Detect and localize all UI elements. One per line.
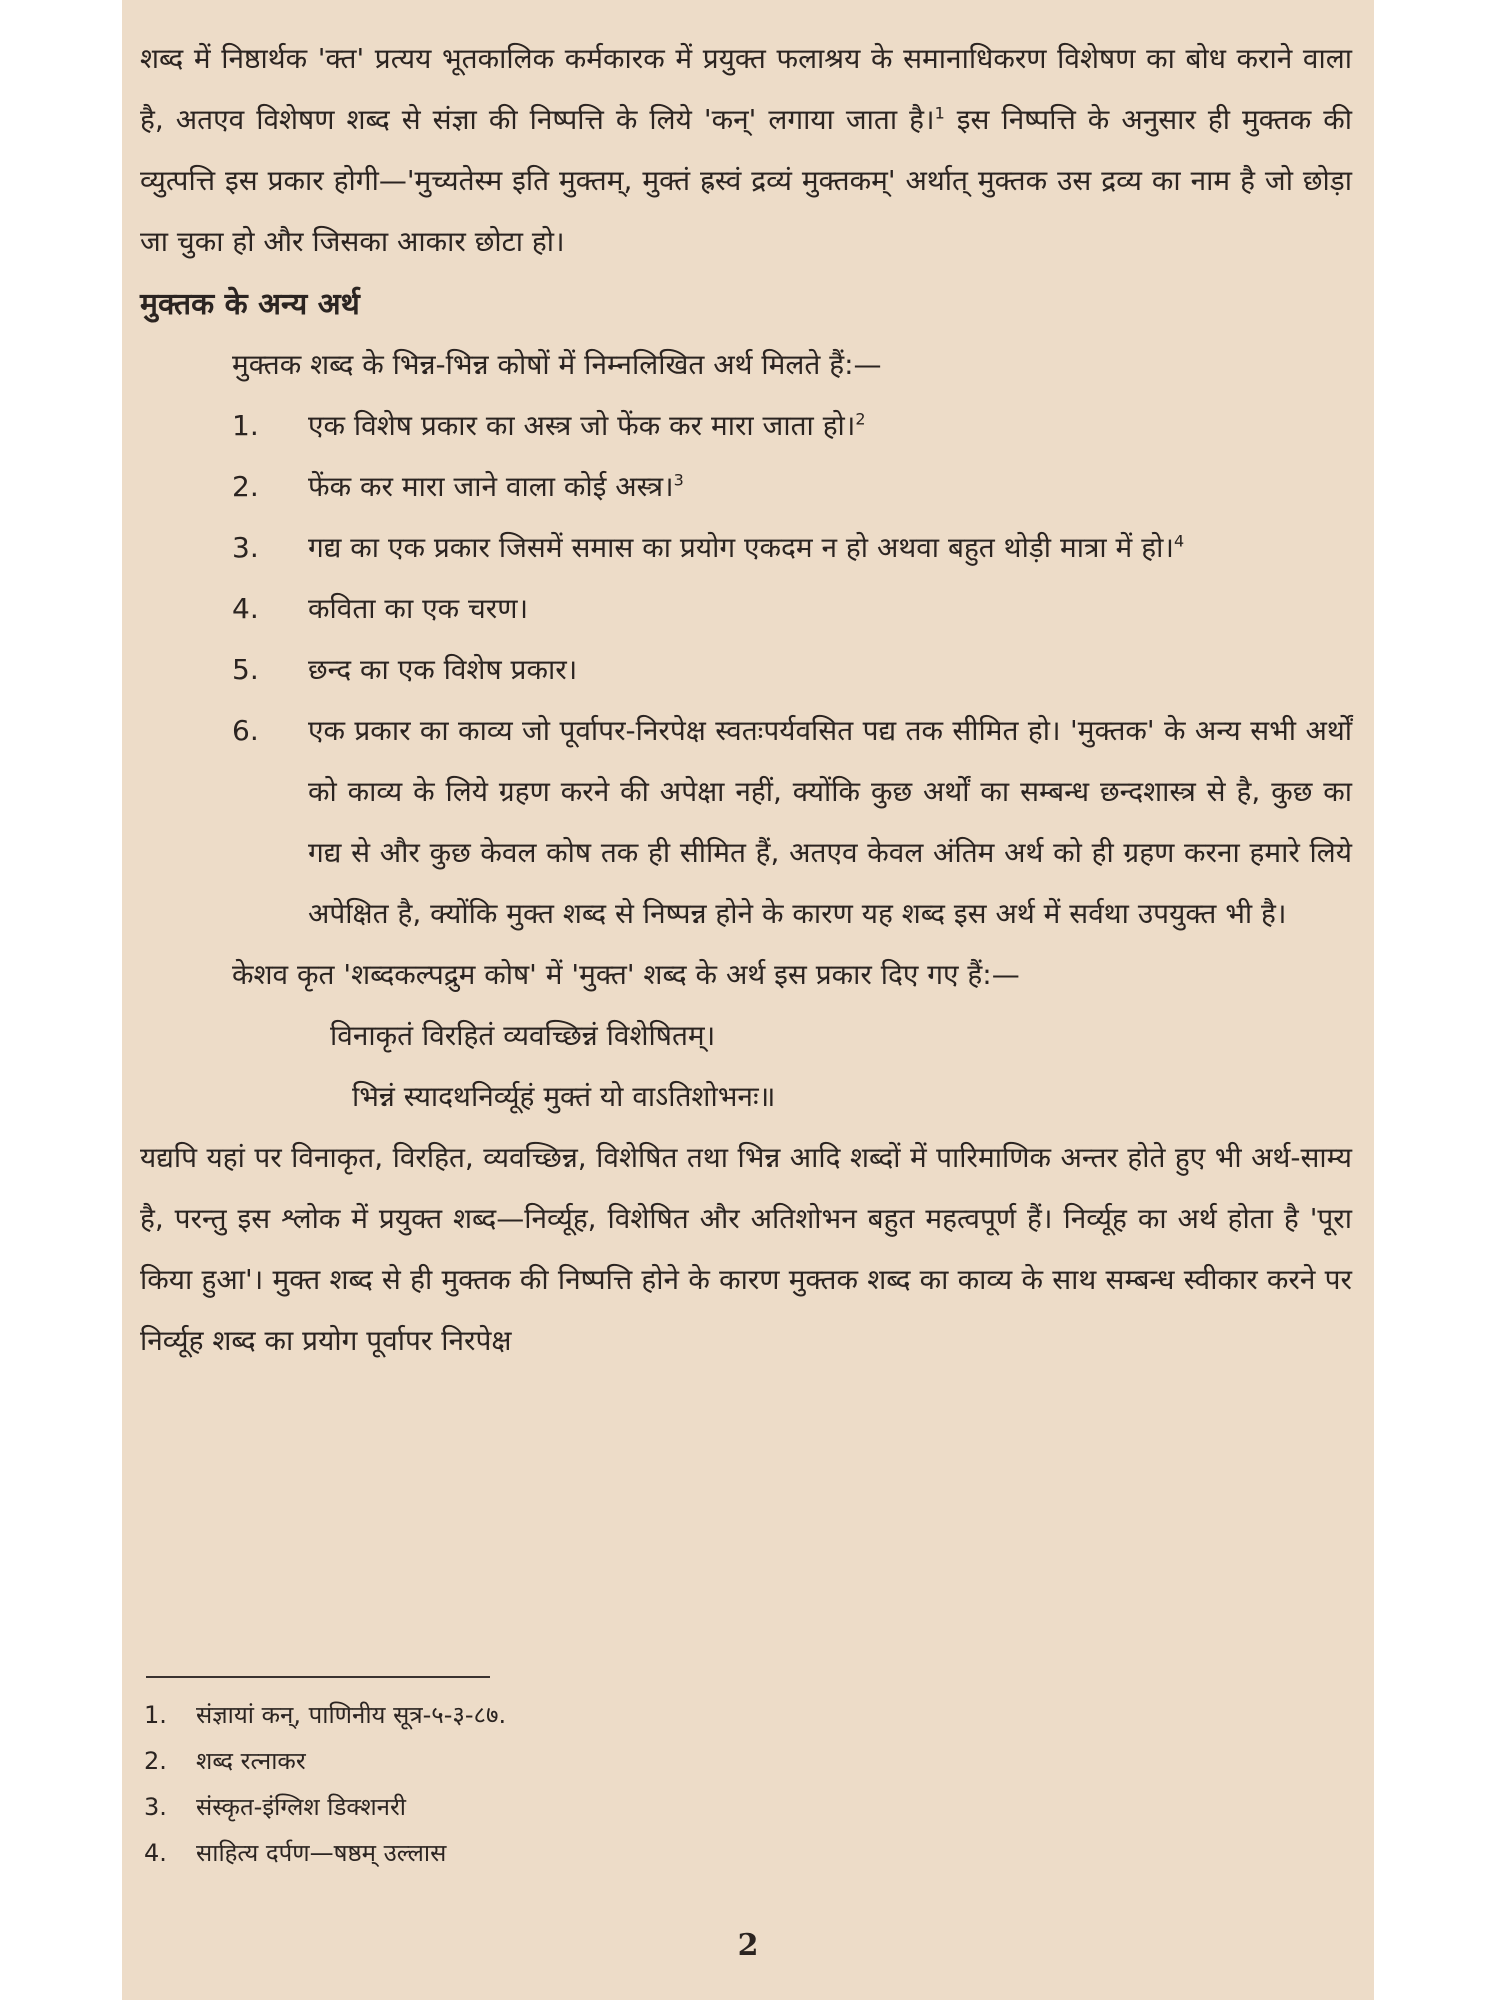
meaning-item-6: 6. एक प्रकार का काव्य जो पूर्वापर-निरपेक्ष स्वतःपर्यवसित पद्य तक सीमित हो। 'मुक्तक' के अन्य सभी अर्थों को काव्य के लिये ग्रहण करने की अपेक्षा नहीं, क्योंकि कुछ अर्थों का सम्बन्ध छन्दशास्त्र से है, कुछ का गद्य से और कुछ केवल कोष तक ही सीमित हैं, अतएव केवल अंतिम अर्थ को ही ग्रहण करना हमारे लिये अपेक्षित है, क्योंकि मुक्त शब्द से निष्पन्न होने के कारण यह शब्द इस अर्थ में सर्वथा उपयुक्त भी है। [140,700,1352,944]
verse-line-1: विनाकृतं विरहितं व्यवच्छिन्नं विशेषितम्। [330,1019,716,1052]
item-number: 5. [232,653,259,686]
footnotes [144,1692,1244,1876]
page-number: 2 [737,1928,759,1963]
paragraph-analysis: यद्यपि यहां पर विनाकृत, विरहित, व्यवच्छिन्न, विशेषित तथा भिन्न आदि शब्दों में पारिमाणिक अन्तर होते हुए भी अर्थ-साम्य है, परन्तु इस श्लोक में प्रयुक्त शब्द—निर्व्यूह, विशेषित और अतिशोभन बहुत महत्वपूर्ण हैं। निर्व्यूह का अर्थ होता है 'पूरा किया हुआ'। मुक्त शब्द से ही मुक्तक की निष्पत्ति होने के कारण मुक्तक शब्द का काव्य के साथ सम्बन्ध स्वीकार करने पर निर्व्यूह शब्द का प्रयोग पूर्वापर निरपेक्ष [140,1141,1352,1357]
footnote-1: 1. संज्ञायां कन्, पाणिनीय सूत्र-५-३-८७. [144,1701,507,1729]
footnote-4: 4. साहित्य दर्पण—षष्ठम् उल्लास [144,1839,447,1867]
item-number: 4. [232,592,259,625]
verse-line-2: भिन्नं स्यादथनिर्व्यूहं मुक्तं यो वाऽतिशोभनः॥ [352,1080,776,1113]
paragraph-etymology: शब्द में निष्ठार्थक 'क्त' प्रत्यय भूतकालिक कर्मकारक में प्रयुक्त फलाश्रय के समानाधिकरण विशेषण का बोध कराने वाला है, अतएव विशेषण शब्द से संज्ञा की निष्पत्ति के लिये 'कन्' लगाया जाता है।$^1$ इस निष्पत्ति के अनुसार ही मुक्तक की व्युत्पत्ति इस प्रकार होगी—'मुच्यतेस्म इति मुक्तम्, मुक्तं ह्रस्वं द्रव्यं मुक्तकम्' अर्थात् मुक्तक उस द्रव्य का नाम है जो छोड़ा जा चुका हो और जिसका आकार छोटा हो। [140,42,1353,258]
left-margin [0,0,122,2000]
meaning-item-5: 5. छन्द का एक विशेष प्रकार। [140,639,1352,700]
footnote-ref-2[interactable]: 2 [855,409,866,429]
item-number: 1. [232,409,259,442]
section-heading: मुक्तक के अन्य अर्थ [140,287,360,322]
list-intro: मुक्तक शब्द के भिन्न-भिन्न कोषों में निम्नलिखित अर्थ मिलते हैं:— [232,348,882,381]
keshav-citation: केशव कृत 'शब्दकल्पद्रुम कोष' में 'मुक्त' शब्द के अर्थ इस प्रकार दिए गए हैं:— [232,958,1020,991]
footnote-ref-1[interactable]: 1 [934,103,945,123]
footnote-ref-4[interactable]: 4 [1173,531,1185,551]
book-page [122,0,1374,2000]
meaning-item-4: 4. कविता का एक चरण। [140,578,1352,639]
item-number: 2. [232,470,259,503]
meaning-item-1: 1. एक विशेष प्रकार का अस्त्र जो फेंक कर मारा जाता हो।$^2$ [140,395,1352,456]
item-number: 6. [232,714,259,747]
footnote-3: 3. संस्कृत-इंग्लिश डिक्शनरी [144,1793,407,1821]
footnote-2: 2. शब्द रत्नाकर [144,1747,306,1775]
footnote-ref-3[interactable]: 3 [673,470,684,490]
right-margin [1374,0,1500,2000]
footnote-divider [146,1676,490,1678]
meaning-item-3: 3. गद्य का एक प्रकार जिसमें समास का प्रयोग एकदम न हो अथवा बहुत थोड़ी मात्रा में हो।$^4$ [140,517,1352,578]
body-text [140,28,1352,1371]
meaning-item-2: 2. फेंक कर मारा जाने वाला कोई अस्त्र।$^3$ [140,456,1352,517]
item-number: 3. [232,531,259,564]
